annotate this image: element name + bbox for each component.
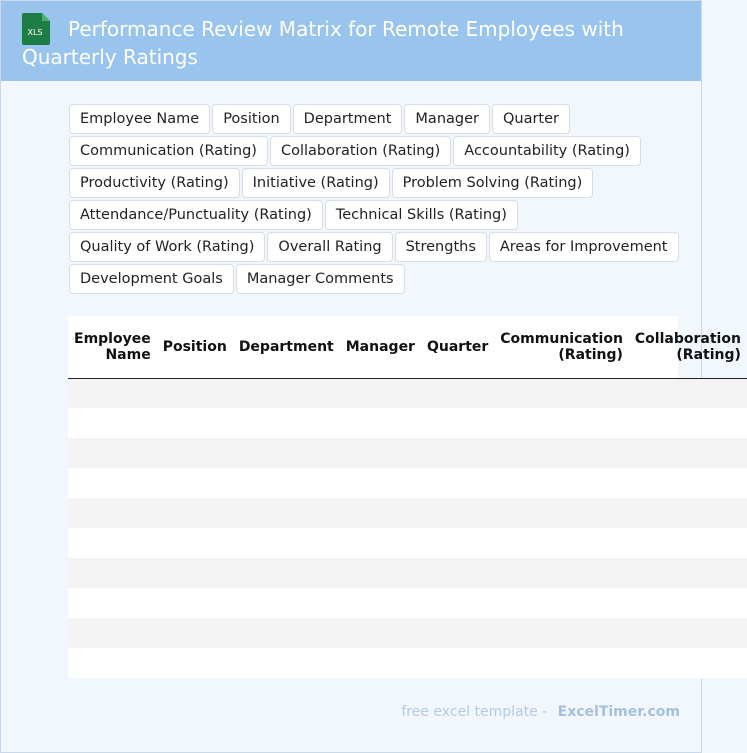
field-chip: Manager Comments — [236, 264, 405, 294]
footer-brand-link[interactable]: ExcelTimer.com — [557, 704, 680, 720]
table-cell[interactable] — [157, 438, 233, 468]
column-header: Quarter — [421, 316, 494, 378]
table-cell[interactable] — [233, 618, 340, 648]
table-cell[interactable] — [233, 588, 340, 618]
table-row — [68, 618, 747, 648]
footer-label: free excel template - — [401, 704, 548, 720]
table-cell[interactable] — [68, 468, 157, 498]
field-chip: Accountability (Rating) — [453, 136, 641, 166]
table-cell[interactable] — [233, 378, 340, 408]
table-cell[interactable] — [68, 648, 157, 678]
table-cell[interactable] — [494, 468, 629, 498]
table-cell[interactable] — [68, 588, 157, 618]
column-header: Collaboration (Rating) — [629, 316, 747, 378]
table-row — [68, 648, 747, 678]
table-cell[interactable] — [629, 588, 747, 618]
table-cell[interactable] — [494, 378, 629, 408]
field-chip: Areas for Improvement — [489, 232, 679, 262]
table-cell[interactable] — [629, 648, 747, 678]
table-cell[interactable] — [629, 378, 747, 408]
table-cell[interactable] — [157, 618, 233, 648]
table-row — [68, 528, 747, 558]
field-chip: Overall Rating — [267, 232, 392, 262]
table-cell[interactable] — [421, 588, 494, 618]
field-chip: Strengths — [395, 232, 487, 262]
table-cell[interactable] — [233, 408, 340, 438]
table-cell[interactable] — [421, 468, 494, 498]
table-cell[interactable] — [421, 558, 494, 588]
table-cell[interactable] — [157, 408, 233, 438]
field-chip: Quality of Work (Rating) — [69, 232, 265, 262]
table-cell[interactable] — [68, 528, 157, 558]
field-list — [69, 104, 679, 294]
field-chip: Technical Skills (Rating) — [325, 200, 518, 230]
table-cell[interactable] — [233, 498, 340, 528]
table-cell[interactable] — [340, 468, 421, 498]
data-table — [68, 316, 741, 678]
table-cell[interactable] — [233, 648, 340, 678]
table-cell[interactable] — [233, 438, 340, 468]
column-header: Department — [233, 316, 340, 378]
table-cell[interactable] — [421, 408, 494, 438]
table-cell[interactable] — [68, 408, 157, 438]
column-header: Employee Name — [68, 316, 157, 378]
table-cell[interactable] — [494, 588, 629, 618]
table-cell[interactable] — [340, 528, 421, 558]
table-row — [68, 588, 747, 618]
table-cell[interactable] — [157, 498, 233, 528]
table-cell[interactable] — [157, 648, 233, 678]
field-chip: Development Goals — [69, 264, 234, 294]
table-row — [68, 468, 747, 498]
table-row — [68, 378, 747, 408]
field-chip: Position — [212, 104, 290, 134]
field-chip: Initiative (Rating) — [242, 168, 390, 198]
table-header-row — [68, 316, 747, 378]
table-cell[interactable] — [233, 558, 340, 588]
page-title: Performance Review Matrix for Remote Employees with Quarterly Ratings — [22, 17, 624, 69]
table-cell[interactable] — [421, 528, 494, 558]
field-chip: Productivity (Rating) — [69, 168, 240, 198]
table-cell[interactable] — [68, 498, 157, 528]
table-cell[interactable] — [421, 618, 494, 648]
table-cell[interactable] — [340, 498, 421, 528]
table-row — [68, 408, 747, 438]
column-header: Manager — [340, 316, 421, 378]
table-cell[interactable] — [157, 588, 233, 618]
field-chip: Collaboration (Rating) — [270, 136, 451, 166]
field-chip: Problem Solving (Rating) — [392, 168, 594, 198]
table-cell[interactable] — [340, 558, 421, 588]
table-cell[interactable] — [157, 378, 233, 408]
table-cell[interactable] — [340, 408, 421, 438]
table-cell[interactable] — [157, 558, 233, 588]
table-cell[interactable] — [629, 468, 747, 498]
table-cell[interactable] — [157, 528, 233, 558]
table-cell[interactable] — [629, 498, 747, 528]
table-cell[interactable] — [421, 648, 494, 678]
table-cell[interactable] — [494, 528, 629, 558]
field-chip: Communication (Rating) — [69, 136, 268, 166]
column-header: Position — [157, 316, 233, 378]
table-cell[interactable] — [629, 558, 747, 588]
field-chip: Quarter — [492, 104, 570, 134]
table-cell[interactable] — [233, 528, 340, 558]
table-cell[interactable] — [494, 648, 629, 678]
table-body — [68, 378, 747, 678]
table-cell[interactable] — [629, 618, 747, 648]
field-chip: Attendance/Punctuality (Rating) — [69, 200, 323, 230]
table-cell[interactable] — [340, 438, 421, 468]
table-cell[interactable] — [494, 438, 629, 468]
table-cell[interactable] — [421, 378, 494, 408]
header-bar — [1, 1, 701, 81]
table-cell[interactable] — [494, 498, 629, 528]
table-row — [68, 438, 747, 468]
table-cell[interactable] — [233, 468, 340, 498]
column-header: Communication (Rating) — [494, 316, 629, 378]
table-cell[interactable] — [494, 408, 629, 438]
table-cell[interactable] — [421, 498, 494, 528]
table-cell[interactable] — [68, 618, 157, 648]
table-cell[interactable] — [340, 378, 421, 408]
table-cell[interactable] — [68, 558, 157, 588]
table-row — [68, 558, 747, 588]
field-chip: Employee Name — [69, 104, 210, 134]
table-cell[interactable] — [421, 438, 494, 468]
table-cell[interactable] — [629, 528, 747, 558]
table-cell[interactable] — [494, 618, 629, 648]
field-chip: Department — [293, 104, 403, 134]
table-cell[interactable] — [340, 648, 421, 678]
table-row — [68, 498, 747, 528]
table-cell[interactable] — [340, 588, 421, 618]
footer-credit — [401, 704, 680, 720]
table-cell[interactable] — [340, 618, 421, 648]
table-cell[interactable] — [157, 468, 233, 498]
table-cell[interactable] — [629, 438, 747, 468]
table-cell[interactable] — [68, 438, 157, 468]
xls-icon-label: XLS — [27, 28, 43, 37]
field-chip: Manager — [404, 104, 490, 134]
table-cell[interactable] — [68, 378, 157, 408]
table-cell[interactable] — [494, 558, 629, 588]
table-cell[interactable] — [629, 408, 747, 438]
